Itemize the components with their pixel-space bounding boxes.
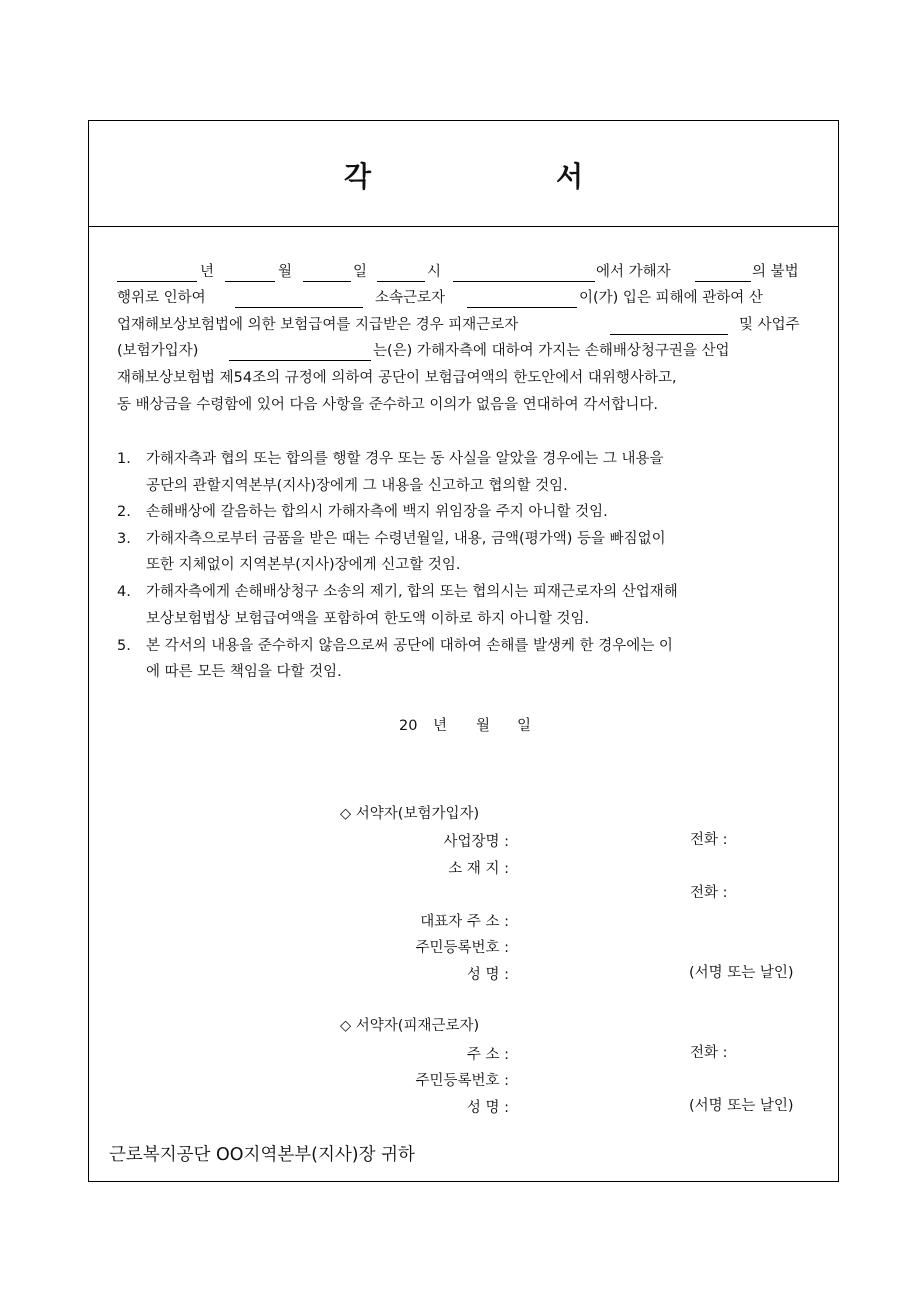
blank-month[interactable] <box>225 281 275 282</box>
title-char-2: 서 <box>556 160 584 193</box>
item-4-line-2: 보상보험법상 보험급여액을 포함하여 한도액 이하로 하지 아니할 것임. <box>146 611 590 627</box>
phone-label-3: 전화 : <box>690 1045 728 1061</box>
label-unlawful: 의 불법 <box>752 264 799 280</box>
intro-line-6: 동 배상금을 수령함에 있어 다음 사항을 준수하고 이의가 없음을 연대하여 각서합니다. <box>117 397 658 413</box>
label-offender: 에서 가해자 <box>596 264 671 280</box>
signature-label-2: (서명 또는 날인) <box>689 1098 794 1114</box>
blank-company[interactable] <box>235 307 363 308</box>
item-3-line-2: 또한 지체없이 지역본부(지사)장에게 신고할 것임. <box>146 557 461 573</box>
item-5-line-2: 에 따른 모든 책임을 다할 것임. <box>146 664 342 680</box>
phone-label-2: 전화 : <box>690 885 728 901</box>
label-act: 행위로 인하여 <box>117 290 206 306</box>
label-employer: 및 사업주 <box>739 317 800 333</box>
title-char-1: 각 <box>344 160 372 193</box>
addressee: 근로복지공단 OO지역본부(지사)장 귀하 <box>109 1145 415 1165</box>
date-day: 일 <box>517 718 532 734</box>
resident-no-label-1: 주민등록번호 : <box>415 940 509 956</box>
blank-insured[interactable] <box>229 360 371 361</box>
label-year: 년 <box>200 264 215 280</box>
blank-injured-worker[interactable] <box>610 334 728 335</box>
blank-day[interactable] <box>303 281 351 282</box>
intro-line-5: 재해보상보험법 제54조의 규정에 의하여 공단이 보험급여액의 한도안에서 대위행사하고, <box>117 370 677 386</box>
name-label-1: 성 명 : <box>466 967 509 983</box>
signature-label-1: (서명 또는 날인) <box>689 965 794 981</box>
item-1-line-1: 가해자측과 협의 또는 합의를 행할 경우 또는 동 사실을 알았을 경우에는 그 내용을 <box>146 451 664 467</box>
name-label-2: 성 명 : <box>466 1100 509 1116</box>
label-damage: 이(가) 입은 피해에 관하여 산 <box>579 290 763 306</box>
item-4-line-1: 가해자측에게 손해배상청구 소송의 제기, 합의 또는 협의시는 피재근로자의 산업재해 <box>146 584 678 600</box>
label-worker: 소속근로자 <box>375 290 446 306</box>
blank-offender[interactable] <box>695 281 751 282</box>
signer-employer-heading: ◇ 서약자(보험가입자) <box>340 806 480 822</box>
label-month: 월 <box>278 264 293 280</box>
blank-place[interactable] <box>453 281 595 282</box>
date-century: 20 <box>399 718 418 734</box>
resident-no-label-2: 주민등록번호 : <box>415 1073 509 1089</box>
location-label: 소 재 지 : <box>448 861 509 877</box>
blank-year[interactable] <box>117 281 197 282</box>
title-row <box>89 121 838 227</box>
blank-hour[interactable] <box>377 281 425 282</box>
date-month: 월 <box>476 718 491 734</box>
pledge-form <box>88 120 839 1182</box>
item-3-number: 3. <box>117 531 131 547</box>
signer-worker-heading: ◇ 서약자(피재근로자) <box>340 1018 480 1034</box>
label-hour: 시 <box>427 264 442 280</box>
item-5-line-1: 본 각서의 내용을 준수하지 않음으로써 공단에 대하여 손해를 발생케 한 경우에는 이 <box>146 638 673 654</box>
address-label: 주 소 : <box>466 1047 509 1063</box>
item-4-number: 4. <box>117 584 131 600</box>
rep-address-label: 대표자 주 소 : <box>420 914 509 930</box>
item-5-number: 5. <box>117 638 131 654</box>
label-insured: (보험가입자) <box>117 343 199 359</box>
item-1-line-2: 공단의 관할지역본부(지사)장에게 그 내용을 신고하고 협의할 것임. <box>146 478 568 494</box>
label-day: 일 <box>353 264 368 280</box>
label-claim: 는(은) 가해자측에 대하여 가지는 손해배상청구권을 산업 <box>373 343 730 359</box>
label-insurance-law: 업재해보상보험법에 의한 보험급여를 지급받은 경우 피재근로자 <box>117 317 519 333</box>
date-year: 년 <box>433 718 448 734</box>
item-2-line-1: 손해배상에 갈음하는 합의시 가해자측에 백지 위임장을 주지 아니할 것임. <box>146 504 608 520</box>
item-2-number: 2. <box>117 504 131 520</box>
business-name-label: 사업장명 : <box>443 834 509 850</box>
blank-worker[interactable] <box>467 307 577 308</box>
item-3-line-1: 가해자측으로부터 금품을 받은 때는 수령년월일, 내용, 금액(평가액) 등을 빠짐없이 <box>146 531 666 547</box>
item-1-number: 1. <box>117 451 131 467</box>
phone-label-1: 전화 : <box>690 832 728 848</box>
